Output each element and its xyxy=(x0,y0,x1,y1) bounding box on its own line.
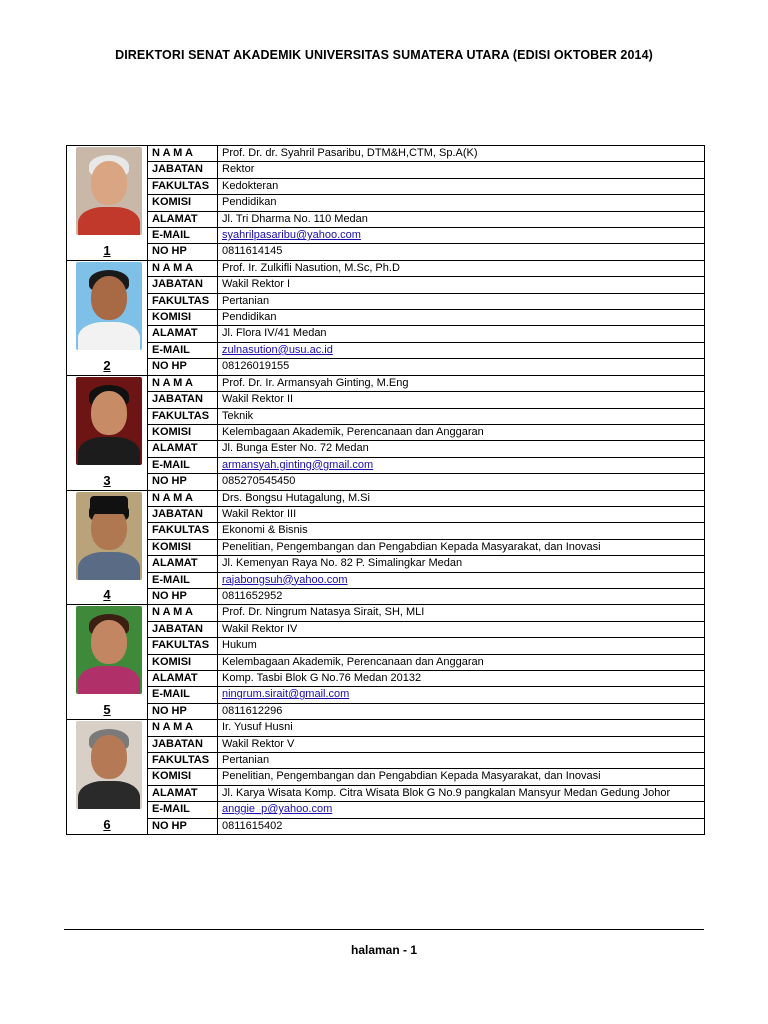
member-photo-cell xyxy=(67,605,148,720)
field-label-komisi: KOMISI xyxy=(148,195,218,211)
photo-body xyxy=(78,322,140,350)
field-label-email: E-MAIL xyxy=(148,228,218,244)
field-value-komisi: Pendidikan xyxy=(218,195,705,211)
field-label-nama: N A M A xyxy=(148,720,218,736)
photo-body xyxy=(78,552,140,580)
member-row-fakultas xyxy=(67,408,705,424)
field-label-jabatan: JABATAN xyxy=(148,621,218,637)
field-label-nohp: NO HP xyxy=(148,244,218,260)
member-row-komisi xyxy=(67,769,705,785)
member-row-nama xyxy=(67,605,705,621)
member-row-email xyxy=(67,457,705,473)
member-row-fakultas xyxy=(67,178,705,194)
field-label-komisi: KOMISI xyxy=(148,654,218,670)
field-value-jabatan: Wakil Rektor I xyxy=(218,277,705,293)
field-value-fakultas: Pertanian xyxy=(218,293,705,309)
email-link[interactable]: syahrilpasaribu@yahoo.com xyxy=(222,229,361,242)
field-value-nama: Drs. Bongsu Hutagalung, M.Si xyxy=(218,490,705,506)
field-value-fakultas: Hukum xyxy=(218,638,705,654)
field-label-fakultas: FAKULTAS xyxy=(148,753,218,769)
member-number: 6 xyxy=(103,817,111,833)
member-row-email xyxy=(67,802,705,818)
field-label-komisi: KOMISI xyxy=(148,539,218,555)
field-value-nama: Prof. Dr. Ir. Armansyah Ginting, M.Eng xyxy=(218,375,705,391)
member-row-nohp xyxy=(67,474,705,490)
field-label-komisi: KOMISI xyxy=(148,769,218,785)
field-value-email xyxy=(218,802,705,818)
field-value-fakultas: Kedokteran xyxy=(218,178,705,194)
field-label-fakultas: FAKULTAS xyxy=(148,523,218,539)
member-row-nohp xyxy=(67,244,705,260)
field-value-komisi: Penelitian, Pengembangan dan Pengabdian Kepada Masyarakat, dan Inovasi xyxy=(218,539,705,555)
field-value-email xyxy=(218,457,705,473)
field-label-fakultas: FAKULTAS xyxy=(148,178,218,194)
member-row-nama xyxy=(67,720,705,736)
field-value-alamat: Jl. Karya Wisata Komp. Citra Wisata Blok G No.9 pangkalan Mansyur Medan Gedung Johor xyxy=(218,785,705,801)
photo-face xyxy=(91,161,127,205)
page-title: DIREKTORI SENAT AKADEMIK UNIVERSITAS SUMATERA UTARA (EDISI OKTOBER 2014) xyxy=(115,48,653,62)
field-label-alamat: ALAMAT xyxy=(148,785,218,801)
email-link[interactable]: armansyah.ginting@gmail.com xyxy=(222,458,374,471)
field-label-fakultas: FAKULTAS xyxy=(148,408,218,424)
field-value-jabatan: Rektor xyxy=(218,162,705,178)
field-value-fakultas: Pertanian xyxy=(218,753,705,769)
field-value-komisi: Kelembagaan Akademik, Perencanaan dan Anggaran xyxy=(218,654,705,670)
member-photo-cell xyxy=(67,375,148,490)
field-value-alamat: Komp. Tasbi Blok G No.76 Medan 20132 xyxy=(218,671,705,687)
member-photo xyxy=(76,492,142,580)
field-label-nama: N A M A xyxy=(148,375,218,391)
field-value-nohp: 085270545450 xyxy=(218,474,705,490)
member-row-nohp xyxy=(67,359,705,375)
field-value-jabatan: Wakil Rektor V xyxy=(218,736,705,752)
member-number: 2 xyxy=(103,357,111,373)
member-row-nama xyxy=(67,375,705,391)
member-photo xyxy=(76,262,142,350)
field-label-jabatan: JABATAN xyxy=(148,162,218,178)
field-label-jabatan: JABATAN xyxy=(148,392,218,408)
member-row-alamat xyxy=(67,441,705,457)
field-value-email xyxy=(218,687,705,703)
member-row-email xyxy=(67,687,705,703)
member-number: 5 xyxy=(103,702,111,718)
member-row-alamat xyxy=(67,556,705,572)
member-row-komisi xyxy=(67,539,705,555)
field-label-nama: N A M A xyxy=(148,146,218,162)
member-photo xyxy=(76,721,142,809)
member-row-nama xyxy=(67,490,705,506)
field-value-jabatan: Wakil Rektor III xyxy=(218,506,705,522)
field-label-fakultas: FAKULTAS xyxy=(148,638,218,654)
footer-divider xyxy=(64,929,704,930)
photo-face xyxy=(91,735,127,779)
member-photo-cell xyxy=(67,720,148,835)
field-label-alamat: ALAMAT xyxy=(148,211,218,227)
photo-body xyxy=(78,437,140,465)
photo-body xyxy=(78,666,140,694)
field-value-alamat: Jl. Tri Dharma No. 110 Medan xyxy=(218,211,705,227)
field-value-fakultas: Teknik xyxy=(218,408,705,424)
photo-face xyxy=(91,620,127,664)
field-label-jabatan: JABATAN xyxy=(148,736,218,752)
email-link[interactable]: rajabongsuh@yahoo.com xyxy=(222,573,348,586)
page-number: halaman - 1 xyxy=(350,943,418,957)
member-row-komisi xyxy=(67,424,705,440)
member-row-jabatan xyxy=(67,506,705,522)
field-label-email: E-MAIL xyxy=(148,457,218,473)
member-number: 1 xyxy=(103,242,111,258)
member-row-alamat xyxy=(67,211,705,227)
member-row-komisi xyxy=(67,195,705,211)
field-value-email xyxy=(218,342,705,358)
field-label-email: E-MAIL xyxy=(148,687,218,703)
field-label-jabatan: JABATAN xyxy=(148,506,218,522)
member-row-komisi xyxy=(67,310,705,326)
field-label-fakultas: FAKULTAS xyxy=(148,293,218,309)
field-label-komisi: KOMISI xyxy=(148,424,218,440)
photo-face xyxy=(91,276,127,320)
member-number: 4 xyxy=(103,587,111,603)
member-photo-cell xyxy=(67,490,148,605)
member-row-jabatan xyxy=(67,277,705,293)
member-number: 3 xyxy=(103,472,111,488)
field-value-komisi: Kelembagaan Akademik, Perencanaan dan Anggaran xyxy=(218,424,705,440)
field-value-nohp: 08126019155 xyxy=(218,359,705,375)
field-value-nohp: 0811615402 xyxy=(218,818,705,834)
field-label-alamat: ALAMAT xyxy=(148,671,218,687)
member-row-fakultas xyxy=(67,293,705,309)
field-label-nohp: NO HP xyxy=(148,818,218,834)
field-label-nama: N A M A xyxy=(148,490,218,506)
field-value-alamat: Jl. Kemenyan Raya No. 82 P. Simalingkar Medan xyxy=(218,556,705,572)
photo-body xyxy=(78,207,140,235)
field-label-alamat: ALAMAT xyxy=(148,556,218,572)
field-label-alamat: ALAMAT xyxy=(148,441,218,457)
field-label-nohp: NO HP xyxy=(148,588,218,604)
member-row-jabatan xyxy=(67,162,705,178)
field-label-alamat: ALAMAT xyxy=(148,326,218,342)
field-label-komisi: KOMISI xyxy=(148,310,218,326)
member-photo-cell xyxy=(67,146,148,261)
field-value-nama: Prof. Dr. dr. Syahril Pasaribu, DTM&H,CTM, Sp.A(K) xyxy=(218,146,705,162)
member-photo xyxy=(76,147,142,235)
field-label-nama: N A M A xyxy=(148,260,218,276)
member-photo xyxy=(76,606,142,694)
member-row-nama xyxy=(67,146,705,162)
field-value-alamat: Jl. Bunga Ester No. 72 Medan xyxy=(218,441,705,457)
field-label-nohp: NO HP xyxy=(148,703,218,719)
member-row-email xyxy=(67,342,705,358)
field-value-alamat: Jl. Flora IV/41 Medan xyxy=(218,326,705,342)
photo-cap xyxy=(90,496,128,514)
field-value-nama: Prof. Dr. Ningrum Natasya Sirait, SH, MLI xyxy=(218,605,705,621)
member-row-alamat xyxy=(67,326,705,342)
member-row-fakultas xyxy=(67,638,705,654)
member-photo xyxy=(76,377,142,465)
field-value-jabatan: Wakil Rektor IV xyxy=(218,621,705,637)
field-label-nohp: NO HP xyxy=(148,474,218,490)
field-label-email: E-MAIL xyxy=(148,572,218,588)
photo-face xyxy=(91,391,127,435)
member-row-alamat xyxy=(67,785,705,801)
member-row-email xyxy=(67,228,705,244)
field-label-nama: N A M A xyxy=(148,605,218,621)
field-value-nama: Ir. Yusuf Husni xyxy=(218,720,705,736)
email-link[interactable]: anggie_p@yahoo.com xyxy=(222,803,333,816)
field-value-nohp: 0811612296 xyxy=(218,703,705,719)
member-row-jabatan xyxy=(67,736,705,752)
member-row-nohp xyxy=(67,588,705,604)
email-link[interactable]: ningrum.sirait@gmail.com xyxy=(222,688,350,701)
field-value-nama: Prof. Ir. Zulkifli Nasution, M.Sc, Ph.D xyxy=(218,260,705,276)
photo-body xyxy=(78,781,140,809)
member-row-jabatan xyxy=(67,392,705,408)
member-row-nohp xyxy=(67,703,705,719)
member-photo-cell xyxy=(67,260,148,375)
directory-table xyxy=(66,145,705,835)
field-label-nohp: NO HP xyxy=(148,359,218,375)
field-label-email: E-MAIL xyxy=(148,342,218,358)
member-row-nohp xyxy=(67,818,705,834)
field-value-fakultas: Ekonomi & Bisnis xyxy=(218,523,705,539)
field-value-nohp: 0811652952 xyxy=(218,588,705,604)
member-row-fakultas xyxy=(67,523,705,539)
field-value-jabatan: Wakil Rektor II xyxy=(218,392,705,408)
field-value-email xyxy=(218,572,705,588)
field-label-email: E-MAIL xyxy=(148,802,218,818)
field-label-jabatan: JABATAN xyxy=(148,277,218,293)
member-row-komisi xyxy=(67,654,705,670)
member-row-fakultas xyxy=(67,753,705,769)
member-row-jabatan xyxy=(67,621,705,637)
member-row-nama xyxy=(67,260,705,276)
email-link[interactable]: zulnasution@usu.ac.id xyxy=(222,343,333,356)
field-value-komisi: Pendidikan xyxy=(218,310,705,326)
field-value-nohp: 0811614145 xyxy=(218,244,705,260)
member-row-email xyxy=(67,572,705,588)
member-row-alamat xyxy=(67,671,705,687)
field-value-email xyxy=(218,228,705,244)
field-value-komisi: Penelitian, Pengembangan dan Pengabdian Kepada Masyarakat, dan Inovasi xyxy=(218,769,705,785)
